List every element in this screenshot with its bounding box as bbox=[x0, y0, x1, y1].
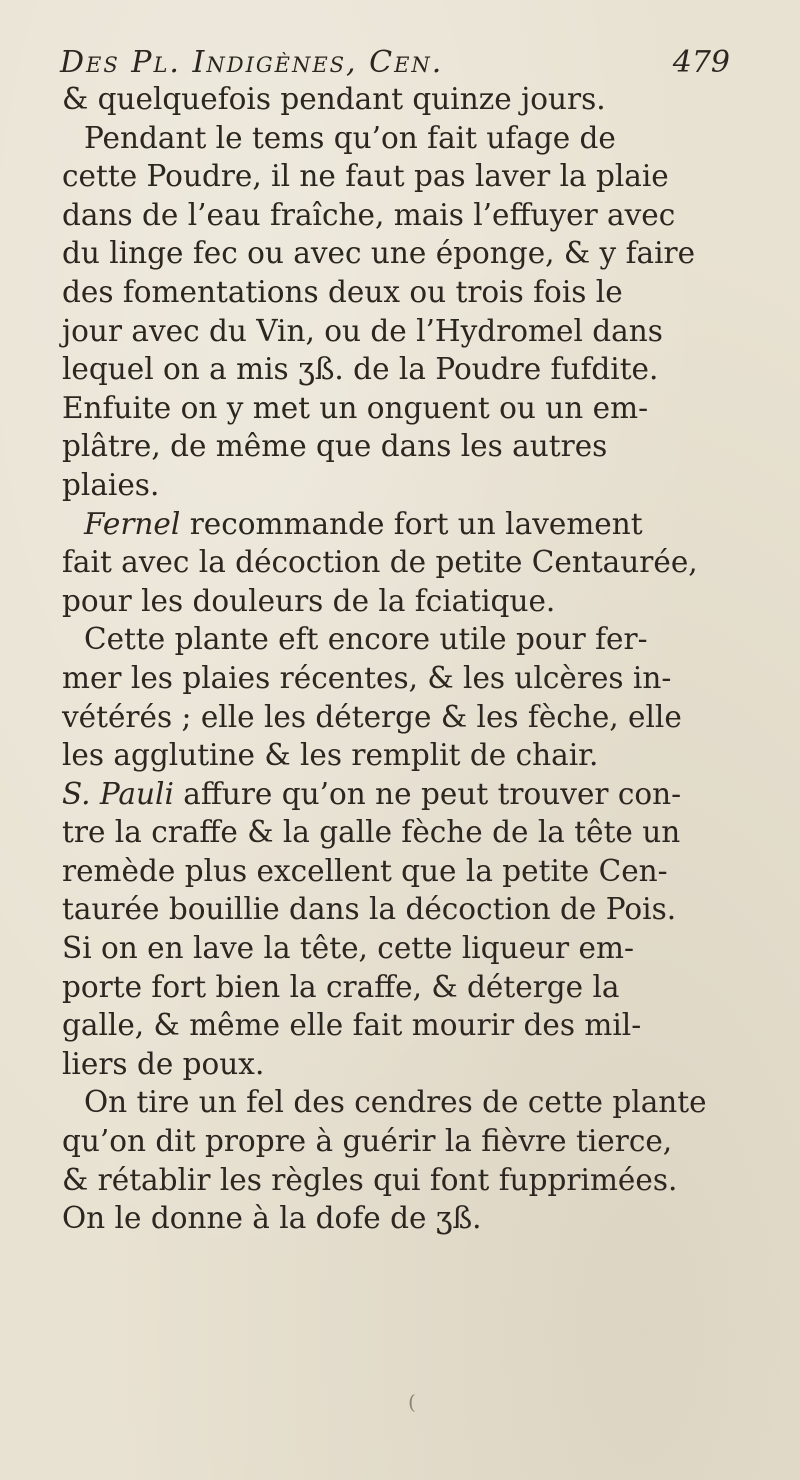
text-line: qu’on dit propre à guérir la fièvre tierce, bbox=[62, 1124, 673, 1159]
text-line: dans de l’eau fraîche, mais l’effuyer avec bbox=[62, 197, 676, 232]
text-line: plaies. bbox=[62, 467, 160, 502]
text-line: jour avec du Vin, ou de l’Hydromel dans bbox=[62, 313, 663, 348]
margin-mark: ( bbox=[408, 1390, 416, 1414]
text-line: porte fort bien la craffe, & déterge la bbox=[62, 969, 620, 1004]
text-line: lequel on a mis ʒß. de la Poudre fufdite. bbox=[62, 352, 659, 387]
text-line: du linge fec ou avec une éponge, & y faire bbox=[62, 236, 696, 271]
italic-name: Fernel bbox=[84, 506, 181, 541]
text-line: fait avec la décoction de petite Centaurée, bbox=[62, 545, 698, 580]
text-line: mer les plaies récentes, & les ulcères in- bbox=[62, 660, 672, 695]
text-line: Pendant le tems qu’on fait ufage de bbox=[84, 120, 616, 155]
text-line: liers de poux. bbox=[62, 1046, 265, 1081]
text-line: taurée bouillie dans la décoction de Pois. bbox=[62, 892, 677, 927]
text-line: S. Pauli affure qu’on ne peut trouver con- bbox=[62, 776, 682, 811]
page-number: 479 bbox=[672, 45, 730, 80]
text-line: Fernel recommande fort un lavement bbox=[84, 506, 643, 541]
text-line: galle, & même elle fait mourir des mil- bbox=[62, 1008, 642, 1043]
body-text bbox=[62, 80, 762, 1238]
running-head: Des Pl. Indigènes, Cen. bbox=[60, 45, 444, 80]
text-line: Enfuite on y met un onguent ou un em- bbox=[62, 390, 649, 425]
text-line: cette Poudre, il ne faut pas laver la plaie bbox=[62, 159, 669, 194]
text-line: pour les douleurs de la fciatique. bbox=[62, 583, 556, 618]
text-line: plâtre, de même que dans les autres bbox=[62, 429, 608, 464]
text-line: & rétablir les règles qui font fupprimées. bbox=[62, 1162, 678, 1197]
text-line: des fomentations deux ou trois fois le bbox=[62, 274, 623, 309]
text-line: Cette plante eft encore utile pour fer- bbox=[84, 622, 648, 657]
text-line: vétérés ; elle les déterge & les fèche, elle bbox=[62, 699, 682, 734]
text-line: tre la craffe & la galle fèche de la tête un bbox=[62, 815, 681, 850]
italic-name: S. Pauli bbox=[62, 776, 174, 811]
text-line: On le donne à la dofe de ʒß. bbox=[62, 1201, 482, 1236]
text-line: Si on en lave la tête, cette liqueur em- bbox=[62, 931, 634, 966]
text-line: On tire un fel des cendres de cette plante bbox=[84, 1085, 707, 1120]
text-line: & quelquefois pendant quinze jours. bbox=[62, 82, 606, 116]
text-line: remède plus excellent que la petite Cen- bbox=[62, 853, 668, 888]
text-line: les agglutine & les remplit de chair. bbox=[62, 738, 599, 773]
